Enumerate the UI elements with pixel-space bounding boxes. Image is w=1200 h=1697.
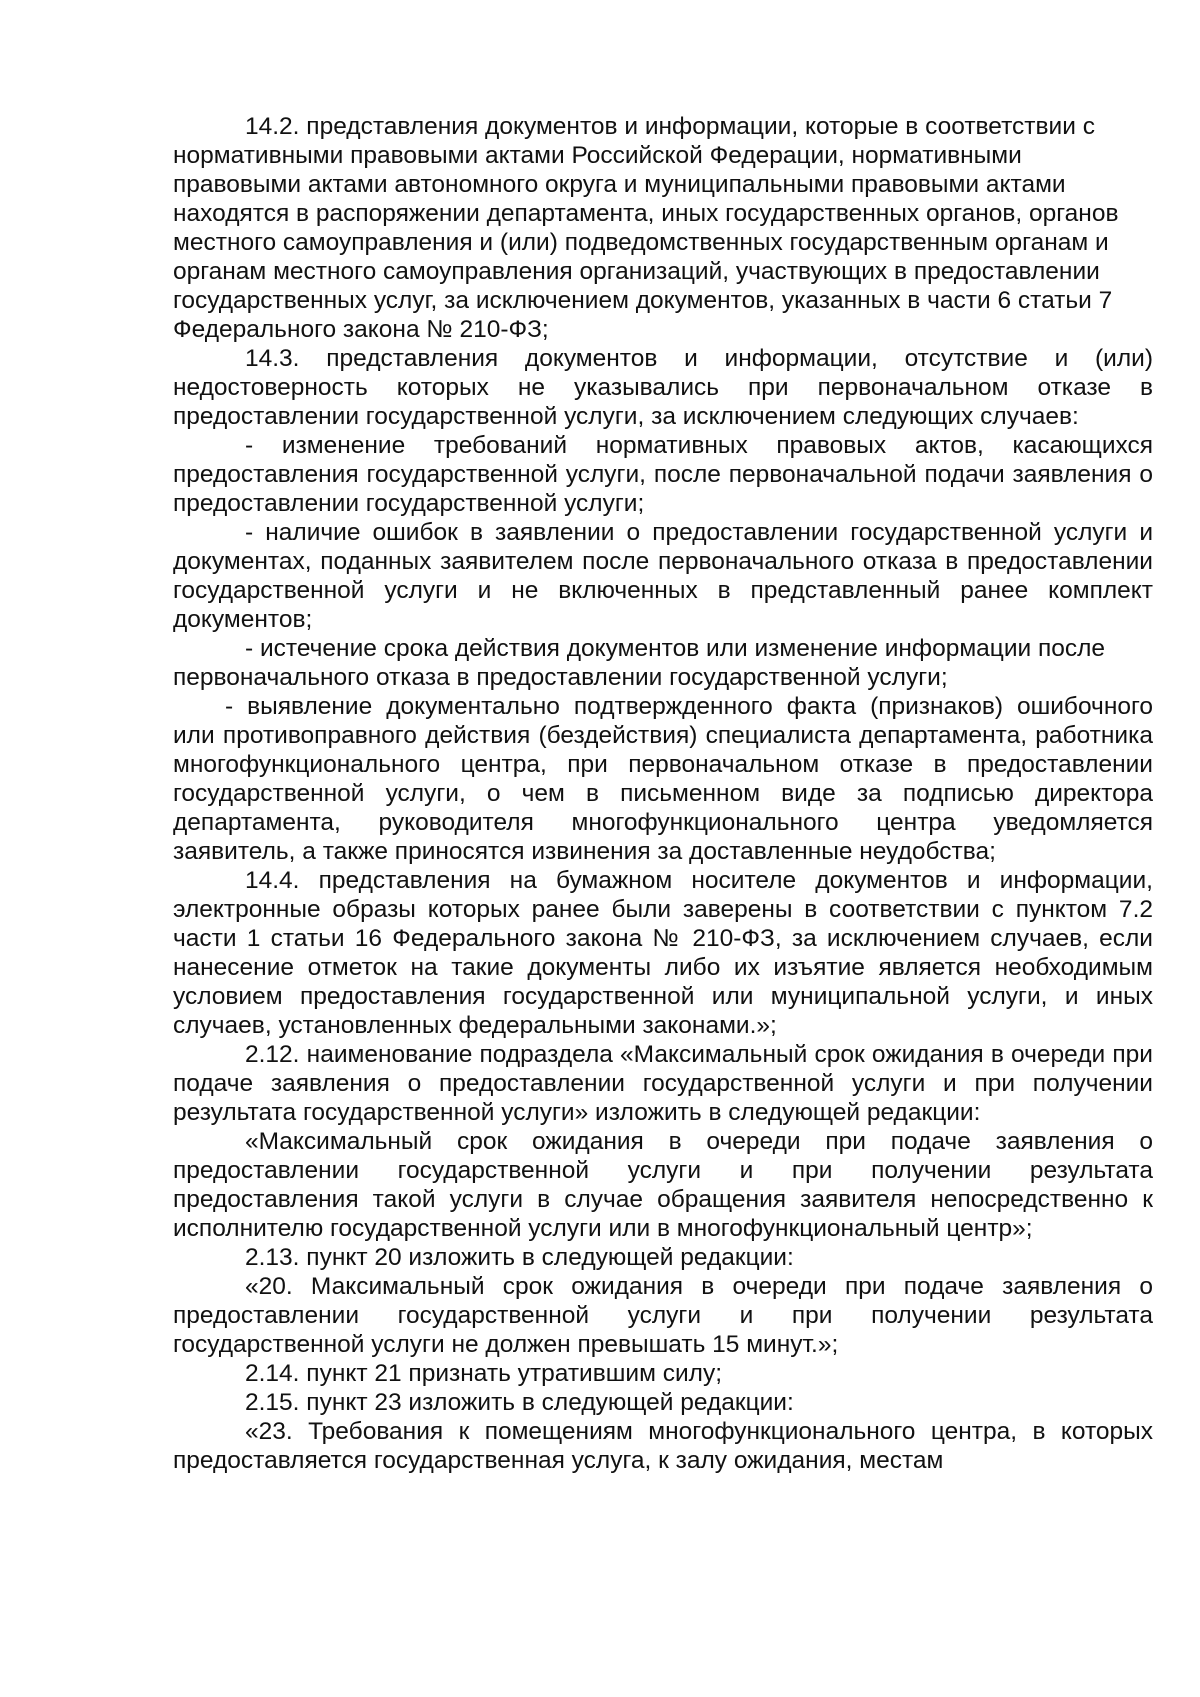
paragraph-2-12: 2.12. наименование подраздела «Максимальный срок ожидания в очереди при подаче заявления о предоставлении государственной услуги и при получении результата государственной услуги» изложить в следующей редакции:: [173, 1041, 1153, 1126]
quoted-heading-max-wait: «Максимальный срок ожидания в очереди при подаче заявления о предоставлении государственной услуги и при получении результата предоставления такой услуги в случае обращения заявителя непосредственно к исполнителю государственной услуги или в многофункциональный центр»;: [173, 1128, 1153, 1242]
paragraph-14-4: 14.4. представления на бумажном носителе документов и информации, электронные образы которых ранее были заверены в соответствии с пунктом 7.2 части 1 статьи 16 Федерального закона № 210-ФЗ, за исключением случаев, если нанесение отметок на такие документы либо их изъятие является необходимым условием предоставления государственной или муниципальной услуги, и иных случаев, установленных федеральными законами.»;: [173, 867, 1153, 1039]
paragraph-14-2: 14.2. представления документов и информации, которые в соответствии с нормативными правовыми актами Российской Федерации, нормативными правовыми актами автономного округа и муниципальными правовыми актами находятся в распоряжении департамента, иных государственных органов, органов местного самоуправления и (или) подведомственных государственным органам и органам местного самоуправления организаций, участвующих в предоставлении государственных услуг, за исключением документов, указанных в части 6 статьи 7 Федерального закона № 210-ФЗ;: [173, 113, 1119, 343]
paragraph-2-13: 2.13. пункт 20 изложить в следующей редакции:: [245, 1244, 794, 1271]
dash-item-requirements-change: - изменение требований нормативных правовых актов, касающихся предоставления государственной услуги, после первоначальной подачи заявления о предоставлении государственной услуги;: [173, 432, 1153, 517]
document-page: [173, 112, 1153, 1475]
dash-item-document-expiry: - истечение срока действия документов или изменение информации после первоначального отказа в предоставлении государственной услуги;: [173, 635, 1106, 691]
dash-item-erroneous-action: - выявление документально подтвержденного факта (признаков) ошибочного или противоправного действия (бездействия) специалиста департамента, работника многофункционального центра, при первоначальном отказе в предоставлении государственной услуги, о чем в письменном виде за подписью директора департамента, руководителя многофункционального центра уведомляется заявитель, а также приносятся извинения за доставленные неудобства;: [173, 693, 1153, 865]
dash-item-errors-in-application: - наличие ошибок в заявлении о предоставлении государственной услуги и документах, поданных заявителем после первоначального отказа в предоставлении государственной услуги и не включенных в представленный ранее комплект документов;: [173, 519, 1153, 633]
paragraph-2-15: 2.15. пункт 23 изложить в следующей редакции:: [245, 1389, 794, 1416]
quoted-clause-23: «23. Требования к помещениям многофункционального центра, в которых предоставляется государственная услуга, к залу ожидания, местам: [173, 1418, 1153, 1474]
paragraph-2-14: 2.14. пункт 21 признать утратившим силу;: [245, 1360, 723, 1387]
paragraph-14-3: 14.3. представления документов и информации, отсутствие и (или) недостоверность которых не указывались при первоначальном отказе в предоставлении государственной услуги, за исключением следующих случаев:: [173, 345, 1153, 430]
quoted-clause-20: «20. Максимальный срок ожидания в очереди при подаче заявления о предоставлении государственной услуги и при получении результата государственной услуги не должен превышать 15 минут.»;: [173, 1273, 1153, 1358]
